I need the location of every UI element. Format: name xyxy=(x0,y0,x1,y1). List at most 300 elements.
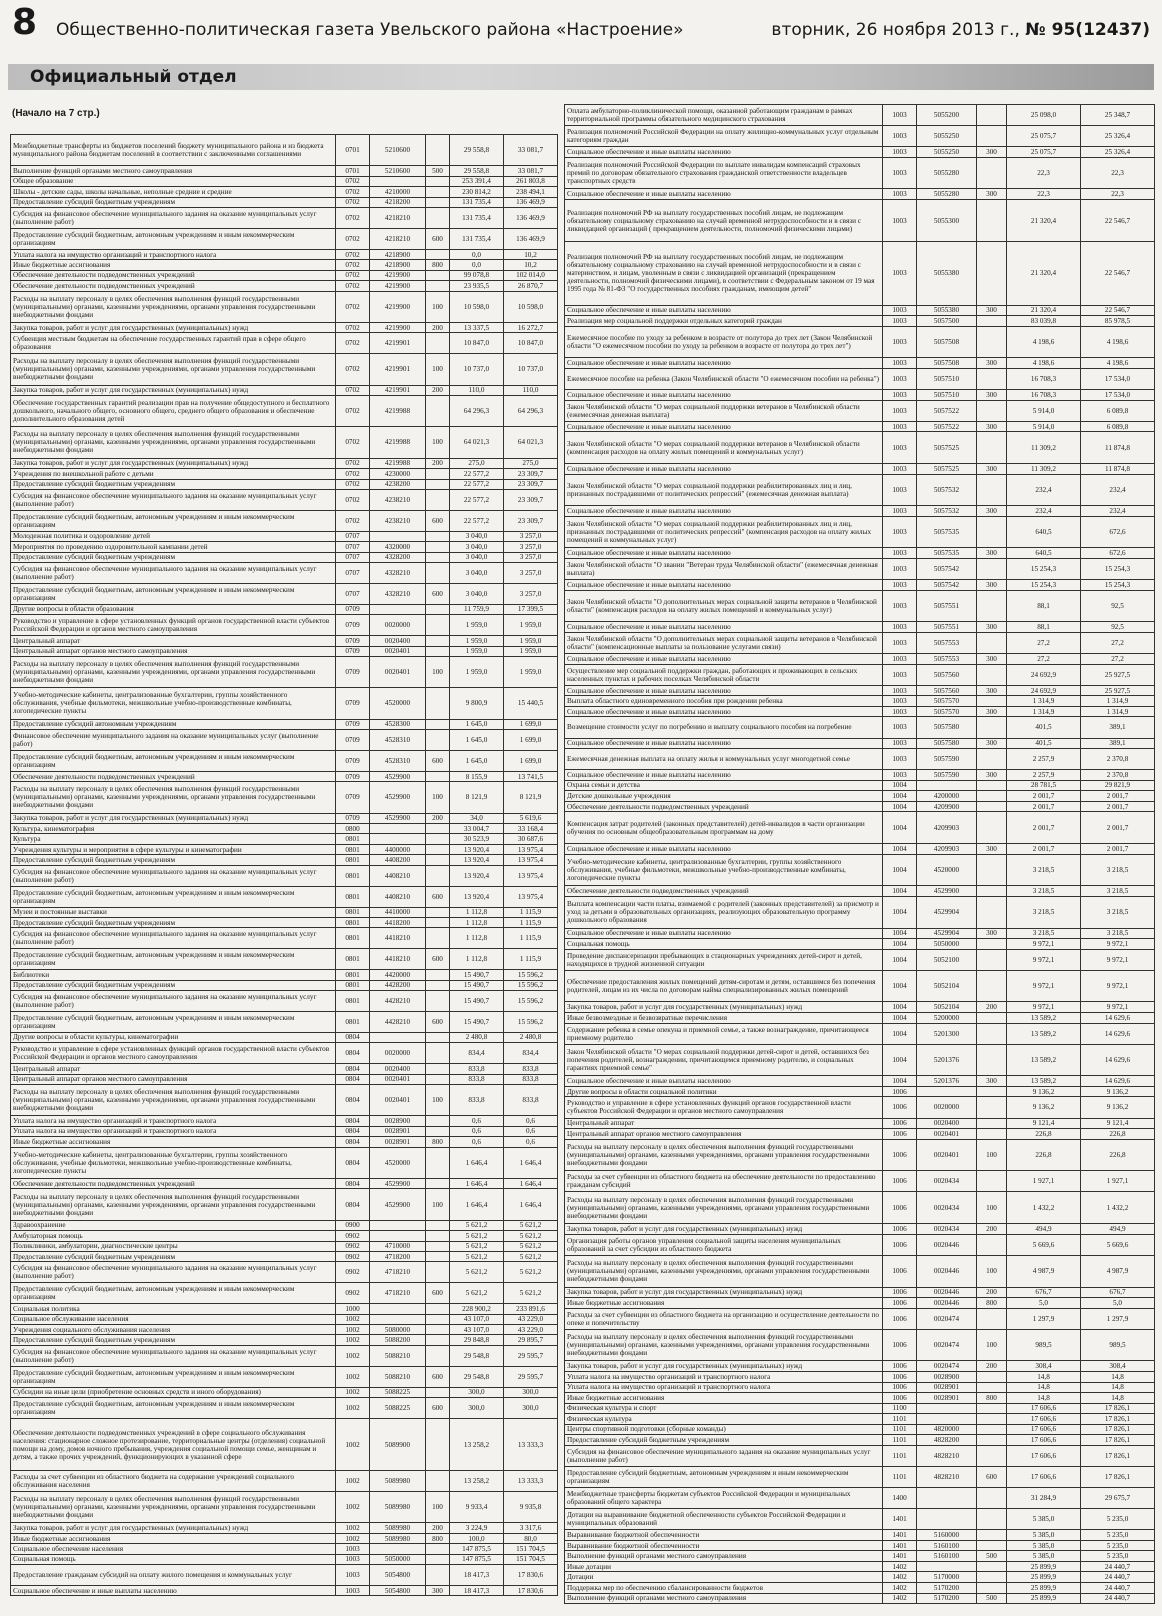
row-value-2014: 147 875,5 xyxy=(450,1544,504,1554)
row-value-2014: 3 218,5 xyxy=(1007,896,1081,928)
row-name: Школы - детские сады, школы начальные, неполные средние и средние xyxy=(11,187,336,197)
row-expense-type: 600 xyxy=(426,1398,450,1419)
row-target: 5055280 xyxy=(917,189,977,200)
row-section: 0804 xyxy=(336,1074,370,1084)
row-value-2015: 15 440,5 xyxy=(504,688,558,719)
row-expense-type: 300 xyxy=(977,654,1007,665)
table-row xyxy=(565,305,1155,316)
row-value-2015: 13 975,4 xyxy=(504,844,558,854)
table-row xyxy=(565,812,1155,844)
row-expense-type: 300 xyxy=(977,844,1007,855)
row-value-2014: 88,1 xyxy=(1007,622,1081,633)
row-value-2015: 389,1 xyxy=(1081,738,1155,749)
table-row xyxy=(565,358,1155,369)
row-expense-type: 100 xyxy=(426,1084,450,1115)
row-target: 5055280 xyxy=(917,157,977,189)
row-target: 0020474 xyxy=(917,1308,977,1329)
row-value-2014: 13 920,4 xyxy=(450,844,504,854)
table-row xyxy=(565,696,1155,707)
row-target: 5201300 xyxy=(917,1023,977,1044)
table-row xyxy=(565,1234,1155,1255)
row-value-2014: 300,0 xyxy=(450,1387,504,1397)
table-row xyxy=(565,1224,1155,1235)
table-row xyxy=(565,928,1155,939)
row-value-2014: 833,8 xyxy=(450,1074,504,1084)
row-target: 5050000 xyxy=(370,1554,426,1564)
row-target: 4408210 xyxy=(370,886,426,907)
row-value-2014: 17 606,6 xyxy=(1007,1445,1081,1466)
row-section: 1101 xyxy=(883,1445,917,1466)
row-name: Дотации на выравнивание бюджетной обеспеченности субъектов Российской Федерации и муниципальных образований xyxy=(565,1509,883,1530)
row-value-2014: 5 621,2 xyxy=(450,1262,504,1283)
row-expense-type xyxy=(426,604,450,614)
table-row xyxy=(11,1325,558,1335)
row-name: Предоставление субсидий бюджетным учреждениям xyxy=(11,479,336,489)
row-section: 0801 xyxy=(336,907,370,917)
row-name: Центральный аппарат xyxy=(11,636,336,646)
row-value-2015: 3 257,0 xyxy=(504,542,558,552)
issue-number: № 95(12437) xyxy=(1025,20,1150,40)
row-section: 1006 xyxy=(883,1129,917,1140)
row-expense-type: 200 xyxy=(426,322,450,332)
row-expense-type xyxy=(426,1032,450,1042)
row-value-2014: 3 040,0 xyxy=(450,552,504,562)
row-section: 0702 xyxy=(336,458,370,468)
row-name: Учреждения социального обслуживания населения xyxy=(11,1325,336,1335)
row-name: Обеспечение деятельности подведомственных учреждений xyxy=(11,771,336,781)
row-target: 4418210 xyxy=(370,949,426,970)
row-target: 5089980 xyxy=(370,1533,426,1543)
row-target: 5089900 xyxy=(370,1418,426,1470)
row-section: 0702 xyxy=(336,489,370,510)
row-expense-type xyxy=(426,1147,450,1178)
row-section: 0801 xyxy=(336,1011,370,1032)
row-target: 4408200 xyxy=(370,855,426,865)
row-expense-type xyxy=(977,1012,1007,1023)
row-section: 1003 xyxy=(883,548,917,559)
row-target: 4710000 xyxy=(370,1241,426,1251)
row-target: 5057508 xyxy=(917,358,977,369)
row-section: 1101 xyxy=(883,1424,917,1435)
row-name: Субсидия на финансовое обеспечение муниципального задания на оказание муниципальных услуг (выполнение работ) xyxy=(11,865,336,886)
row-target: 4400000 xyxy=(370,844,426,854)
row-value-2014: 9 136,2 xyxy=(1007,1086,1081,1097)
row-target: 5088225 xyxy=(370,1387,426,1397)
row-value-2014: 1 314,9 xyxy=(1007,706,1081,717)
row-expense-type xyxy=(426,855,450,865)
row-section: 1401 xyxy=(883,1551,917,1562)
row-expense-type: 600 xyxy=(426,583,450,604)
table-row xyxy=(565,1583,1155,1594)
row-value-2014: 232,4 xyxy=(1007,474,1081,506)
row-value-2015: 27,2 xyxy=(1081,654,1155,665)
table-row xyxy=(11,1335,558,1345)
row-value-2015: 9 972,1 xyxy=(1081,949,1155,970)
row-expense-type xyxy=(977,1572,1007,1583)
row-value-2014: 226,8 xyxy=(1007,1139,1081,1171)
row-expense-type xyxy=(426,730,450,751)
row-expense-type xyxy=(977,1403,1007,1414)
row-value-2015: 14 629,6 xyxy=(1081,1076,1155,1087)
row-value-2014: 43 107,0 xyxy=(450,1314,504,1324)
table-row xyxy=(565,1361,1155,1372)
row-name: Социальное обеспечение и иные выплаты населению xyxy=(565,654,883,665)
row-name: Закупка товаров, работ и услуг для государственных (муниципальных) нужд xyxy=(11,1523,336,1533)
row-target: 5057525 xyxy=(917,432,977,464)
row-expense-type xyxy=(426,479,450,489)
row-value-2015: 9 972,1 xyxy=(1081,939,1155,950)
row-section: 0709 xyxy=(336,750,370,771)
table-row xyxy=(565,685,1155,696)
row-value-2014: 14,8 xyxy=(1007,1382,1081,1393)
row-target: 4328210 xyxy=(370,583,426,604)
row-section: 0801 xyxy=(336,886,370,907)
row-target: 5050000 xyxy=(917,939,977,950)
table-row xyxy=(565,421,1155,432)
table-row xyxy=(565,1192,1155,1224)
row-name: Обеспечение деятельности подведомственных учреждений xyxy=(565,886,883,897)
row-name: Расходы на выплату персоналу в целях обеспечения выполнения функций государственными (муниципальными) органами, казенными учреждениями, органами управления государственными внебюджетными фондами xyxy=(565,1329,883,1361)
row-name: Субсидия на финансовое обеспечение муниципального задания на оказание муниципальных услуг (выполнение работ) xyxy=(565,1445,883,1466)
row-name: Расходы за счет субвенции из областного бюджета на организацию и осуществление деятельности по опеке и попечительству xyxy=(565,1308,883,1329)
row-target: 4529904 xyxy=(917,928,977,939)
row-section: 1101 xyxy=(883,1435,917,1446)
row-target: 4328200 xyxy=(370,552,426,562)
row-value-2014: 1 645,0 xyxy=(450,750,504,771)
row-value-2014: 13 920,4 xyxy=(450,886,504,907)
table-row xyxy=(11,636,558,646)
row-value-2014: 16 708,3 xyxy=(1007,390,1081,401)
row-expense-type: 800 xyxy=(977,1298,1007,1309)
row-expense-type xyxy=(426,834,450,844)
row-expense-type xyxy=(977,1308,1007,1329)
row-expense-type xyxy=(977,126,1007,147)
table-row xyxy=(11,1032,558,1042)
table-row xyxy=(565,1097,1155,1118)
row-name: Выплата областного единовременного пособия при рождении ребенка xyxy=(565,696,883,707)
row-name: Молодежная политика и оздоровление детей xyxy=(11,531,336,541)
row-value-2014: 1 646,4 xyxy=(450,1147,504,1178)
row-section: 1003 xyxy=(883,242,917,305)
row-expense-type: 100 xyxy=(977,1192,1007,1224)
table-row xyxy=(11,980,558,990)
row-value-2014: 5 669,6 xyxy=(1007,1234,1081,1255)
row-value-2015: 151 704,5 xyxy=(504,1554,558,1564)
table-row xyxy=(11,1220,558,1230)
row-expense-type xyxy=(426,1043,450,1064)
row-name: Выполнение функций органами местного самоуправления xyxy=(565,1551,883,1562)
row-name: Закон Челябинской области "О мерах социальной поддержки реабилитированных лиц и лиц, признанных пострадавшими от политических репрессий" (ежемесячная денежная выплата) xyxy=(565,474,883,506)
table-row xyxy=(11,479,558,489)
row-value-2015: 33 168,4 xyxy=(504,824,558,834)
row-expense-type: 300 xyxy=(977,464,1007,475)
row-value-2015: 1 959,0 xyxy=(504,636,558,646)
table-row xyxy=(565,559,1155,580)
row-name: Закупка товаров, работ и услуг для государственных (муниципальных) нужд xyxy=(11,385,336,395)
table-row xyxy=(11,604,558,614)
row-name: Межбюджетные трансферты из бюджетов поселений бюджету муниципального района и из бюджета муниципального района бюджетам поселений в соответствии с заключенными соглашениями xyxy=(11,135,336,166)
table-row xyxy=(565,1012,1155,1023)
row-value-2015: 1 699,0 xyxy=(504,750,558,771)
row-target: 5057590 xyxy=(917,770,977,781)
row-name: Предоставление субсидий бюджетным, автономным учреждениям и иным некоммерческим организациям xyxy=(11,228,336,249)
row-value-2015: 136 469,9 xyxy=(504,197,558,207)
row-value-2015: 672,6 xyxy=(1081,516,1155,548)
row-value-2015: 15 596,2 xyxy=(504,991,558,1012)
row-value-2015: 64 021,3 xyxy=(504,427,558,458)
row-value-2015: 676,7 xyxy=(1081,1287,1155,1298)
table-row xyxy=(565,801,1155,812)
row-value-2015: 300,0 xyxy=(504,1398,558,1419)
row-value-2015: 300,0 xyxy=(504,1387,558,1397)
table-row xyxy=(11,1345,558,1366)
row-value-2014: 9 121,4 xyxy=(1007,1118,1081,1129)
row-value-2015: 1 115,9 xyxy=(504,907,558,917)
row-expense-type xyxy=(977,105,1007,126)
row-expense-type xyxy=(426,1554,450,1564)
row-value-2014: 17 606,6 xyxy=(1007,1466,1081,1487)
row-name: Культура, кинематография xyxy=(11,824,336,834)
row-section: 1003 xyxy=(883,749,917,770)
row-section: 1002 xyxy=(336,1314,370,1324)
row-expense-type: 100 xyxy=(426,1189,450,1220)
row-target xyxy=(917,1086,977,1097)
table-row xyxy=(11,1387,558,1397)
row-value-2014: 5,0 xyxy=(1007,1298,1081,1309)
table-row xyxy=(11,1398,558,1419)
row-name: Поддержка мер по обеспечению сбалансированности бюджетов xyxy=(565,1583,883,1594)
table-row xyxy=(11,719,558,729)
row-section: 1004 xyxy=(883,844,917,855)
row-section: 1003 xyxy=(883,326,917,358)
row-section: 0900 xyxy=(336,1220,370,1230)
row-value-2015: 25 348,7 xyxy=(1081,105,1155,126)
row-expense-type: 200 xyxy=(426,458,450,468)
row-value-2015: 17 830,6 xyxy=(504,1586,558,1596)
row-value-2015: 3 218,5 xyxy=(1081,854,1155,886)
row-name: Субсидия на финансовое обеспечение муниципального задания на оказание муниципальных услуг (выполнение работ) xyxy=(11,1262,336,1283)
row-section: 1006 xyxy=(883,1171,917,1192)
row-name: Центральный аппарат органов местного самоуправления xyxy=(11,1074,336,1084)
row-expense-type: 100 xyxy=(426,1492,450,1523)
row-value-2015: 13 975,4 xyxy=(504,865,558,886)
row-expense-type xyxy=(977,970,1007,1002)
row-value-2015: 43 229,0 xyxy=(504,1325,558,1335)
row-value-2015: 833,8 xyxy=(504,1084,558,1115)
row-target: 0020401 xyxy=(370,646,426,656)
row-name: Субсидии на иные цели (приобретение основных средств и иного оборудования) xyxy=(11,1387,336,1397)
row-name: Закупка товаров, работ и услуг для государственных (муниципальных) нужд xyxy=(11,813,336,823)
row-target: 5055380 xyxy=(917,242,977,305)
row-section: 0800 xyxy=(336,824,370,834)
row-expense-type: 300 xyxy=(977,1076,1007,1087)
row-value-2014: 2 257,9 xyxy=(1007,770,1081,781)
row-value-2014: 18 417,3 xyxy=(450,1586,504,1596)
row-name: Социальное обслуживание населения xyxy=(11,1314,336,1324)
row-value-2014: 8 155,9 xyxy=(450,771,504,781)
table-row xyxy=(11,844,558,854)
row-name: Центральный аппарат xyxy=(565,1118,883,1129)
row-target: 5170000 xyxy=(917,1572,977,1583)
row-value-2014: 300,0 xyxy=(450,1398,504,1419)
row-name: Иные бюджетные ассигнования xyxy=(11,1137,336,1147)
table-row xyxy=(11,1314,558,1324)
row-expense-type: 300 xyxy=(977,622,1007,633)
row-section: 1003 xyxy=(883,464,917,475)
row-name: Предоставление субсидий бюджетным учреждениям xyxy=(565,1435,883,1446)
row-name: Обеспечение деятельности подведомственных учреждений xyxy=(11,270,336,280)
row-value-2015: 22,3 xyxy=(1081,157,1155,189)
row-section: 0709 xyxy=(336,646,370,656)
row-value-2015: 1 927,1 xyxy=(1081,1171,1155,1192)
row-section: 1006 xyxy=(883,1234,917,1255)
row-name: Закон Челябинской области "О дополнительных мерах социальной защиты ветеранов в Челябинской области" (компенсация расходов на оплату жилых помещений и коммунальных услуг) xyxy=(565,590,883,622)
row-section: 0801 xyxy=(336,970,370,980)
row-expense-type xyxy=(977,664,1007,685)
row-expense-type xyxy=(977,400,1007,421)
row-section: 0801 xyxy=(336,917,370,927)
row-section: 1006 xyxy=(883,1371,917,1382)
row-name: Физическая культура xyxy=(565,1414,883,1425)
row-section: 0801 xyxy=(336,980,370,990)
row-expense-type xyxy=(977,1583,1007,1594)
row-expense-type xyxy=(426,176,450,186)
row-name: Детские дошкольные учреждения xyxy=(565,791,883,802)
row-section: 0804 xyxy=(336,1137,370,1147)
row-value-2014: 22,3 xyxy=(1007,189,1081,200)
table-row xyxy=(565,105,1155,126)
row-value-2015: 1 297,9 xyxy=(1081,1308,1155,1329)
row-target: 4200000 xyxy=(917,791,977,802)
row-value-2015: 85 978,5 xyxy=(1081,316,1155,327)
table-row xyxy=(565,949,1155,970)
table-row xyxy=(565,189,1155,200)
row-target: 4238200 xyxy=(370,479,426,489)
row-section: 0702 xyxy=(336,176,370,186)
row-target: 0020400 xyxy=(370,1064,426,1074)
row-expense-type xyxy=(426,270,450,280)
row-value-2015: 4 198,6 xyxy=(1081,326,1155,358)
row-target: 5057553 xyxy=(917,632,977,653)
table-row xyxy=(565,1466,1155,1487)
row-name: Социальное обеспечение и иные выплаты населению xyxy=(565,580,883,591)
row-name: Социальная помощь xyxy=(565,939,883,950)
row-section: 0902 xyxy=(336,1251,370,1261)
row-value-2015: 14 629,6 xyxy=(1081,1023,1155,1044)
row-section: 1003 xyxy=(883,316,917,327)
row-expense-type xyxy=(977,1445,1007,1466)
row-expense-type xyxy=(977,1488,1007,1509)
row-expense-type xyxy=(426,1304,450,1314)
row-expense-type xyxy=(426,719,450,729)
row-value-2014: 14,8 xyxy=(1007,1371,1081,1382)
row-name: Выполнение функций органами местного самоуправления xyxy=(565,1593,883,1604)
row-expense-type: 100 xyxy=(426,427,450,458)
row-expense-type xyxy=(426,615,450,636)
row-expense-type xyxy=(977,854,1007,886)
row-value-2015: 1 115,9 xyxy=(504,917,558,927)
row-expense-type: 800 xyxy=(977,1393,1007,1404)
row-expense-type xyxy=(426,249,450,259)
table-row xyxy=(11,208,558,229)
row-value-2014: 9 972,1 xyxy=(1007,949,1081,970)
row-value-2014: 833,8 xyxy=(450,1084,504,1115)
row-target: 5057570 xyxy=(917,696,977,707)
row-section: 1004 xyxy=(883,1023,917,1044)
row-target: 4828200 xyxy=(917,1435,977,1446)
row-value-2014: 147 875,5 xyxy=(450,1554,504,1564)
row-expense-type xyxy=(426,135,450,166)
row-target: 5057532 xyxy=(917,506,977,517)
row-name: Закон Челябинской области "О мерах социальной поддержки детей-сирот и детей, оставшихся без попечения родителей, вознаграждении, причитающемся приемному родителю, и социальных гарантиях приемной семье" xyxy=(565,1044,883,1076)
row-section: 1002 xyxy=(336,1523,370,1533)
row-target: 4410000 xyxy=(370,907,426,917)
table-row xyxy=(565,844,1155,855)
row-section: 1003 xyxy=(883,717,917,738)
row-target xyxy=(370,1304,426,1314)
row-expense-type xyxy=(426,333,450,354)
row-name: Закупка товаров, работ и услуг для государственных (муниципальных) нужд xyxy=(11,322,336,332)
row-value-2014: 13 337,5 xyxy=(450,322,504,332)
row-value-2014: 16 708,3 xyxy=(1007,368,1081,389)
row-value-2015: 24 440,7 xyxy=(1081,1561,1155,1572)
row-section: 1401 xyxy=(883,1540,917,1551)
row-name: Выравнивание бюджетной обеспеченности xyxy=(565,1540,883,1551)
row-value-2015: 3 257,0 xyxy=(504,563,558,584)
row-section: 1003 xyxy=(883,390,917,401)
row-section: 0709 xyxy=(336,615,370,636)
row-target: 5057500 xyxy=(917,316,977,327)
row-value-2014: 0,6 xyxy=(450,1126,504,1136)
table-row xyxy=(565,1139,1155,1171)
row-value-2014: 25 899,9 xyxy=(1007,1572,1081,1583)
row-name: Социальное обеспечение и иные выплаты населению xyxy=(565,685,883,696)
row-name: Расходы на выплату персоналу в целях обеспечения выполнения функций государственными (муниципальными) органами, казенными учреждениями, органами управления государственными внебюджетными фондами xyxy=(11,427,336,458)
row-name: Иные бюджетные ассигнования xyxy=(11,1533,336,1543)
row-target: 5057522 xyxy=(917,421,977,432)
row-target: 4238210 xyxy=(370,489,426,510)
row-section: 1002 xyxy=(336,1325,370,1335)
row-value-2015: 0,6 xyxy=(504,1126,558,1136)
row-value-2014: 8 121,9 xyxy=(450,782,504,813)
table-row xyxy=(11,385,558,395)
row-name: Расходы на выплату персоналу в целях обеспечения выполнения функций государственными (муниципальными) органами, казенными учреждениями, органами управления государственными внебюджетными фондами xyxy=(11,1492,336,1523)
row-value-2015: 5,0 xyxy=(1081,1298,1155,1309)
row-expense-type xyxy=(426,197,450,207)
row-expense-type xyxy=(977,1097,1007,1118)
table-row xyxy=(565,1393,1155,1404)
row-name: Предоставление субсидий бюджетным учреждениям xyxy=(11,980,336,990)
row-name: Субсидия на финансовое обеспечение муниципального задания на оказание муниципальных услуг (выполнение работ) xyxy=(11,489,336,510)
row-target: 4219900 xyxy=(370,281,426,291)
row-section: 0702 xyxy=(336,249,370,259)
row-expense-type: 300 xyxy=(977,189,1007,200)
row-name: Социальное обеспечение и иные выплаты населению xyxy=(565,506,883,517)
row-target: 5088200 xyxy=(370,1335,426,1345)
row-expense-type xyxy=(977,1129,1007,1140)
table-row xyxy=(565,1086,1155,1097)
row-value-2015: 389,1 xyxy=(1081,717,1155,738)
row-expense-type xyxy=(426,1262,450,1283)
row-expense-type: 300 xyxy=(977,548,1007,559)
row-value-2014: 3 218,5 xyxy=(1007,928,1081,939)
row-value-2014: 226,8 xyxy=(1007,1129,1081,1140)
row-name: Уплата налога на имущество организаций и транспортного налога xyxy=(11,1116,336,1126)
table-row xyxy=(565,1572,1155,1583)
row-value-2014: 24 692,9 xyxy=(1007,685,1081,696)
row-value-2014: 15 254,3 xyxy=(1007,559,1081,580)
row-target: 0020434 xyxy=(917,1224,977,1235)
